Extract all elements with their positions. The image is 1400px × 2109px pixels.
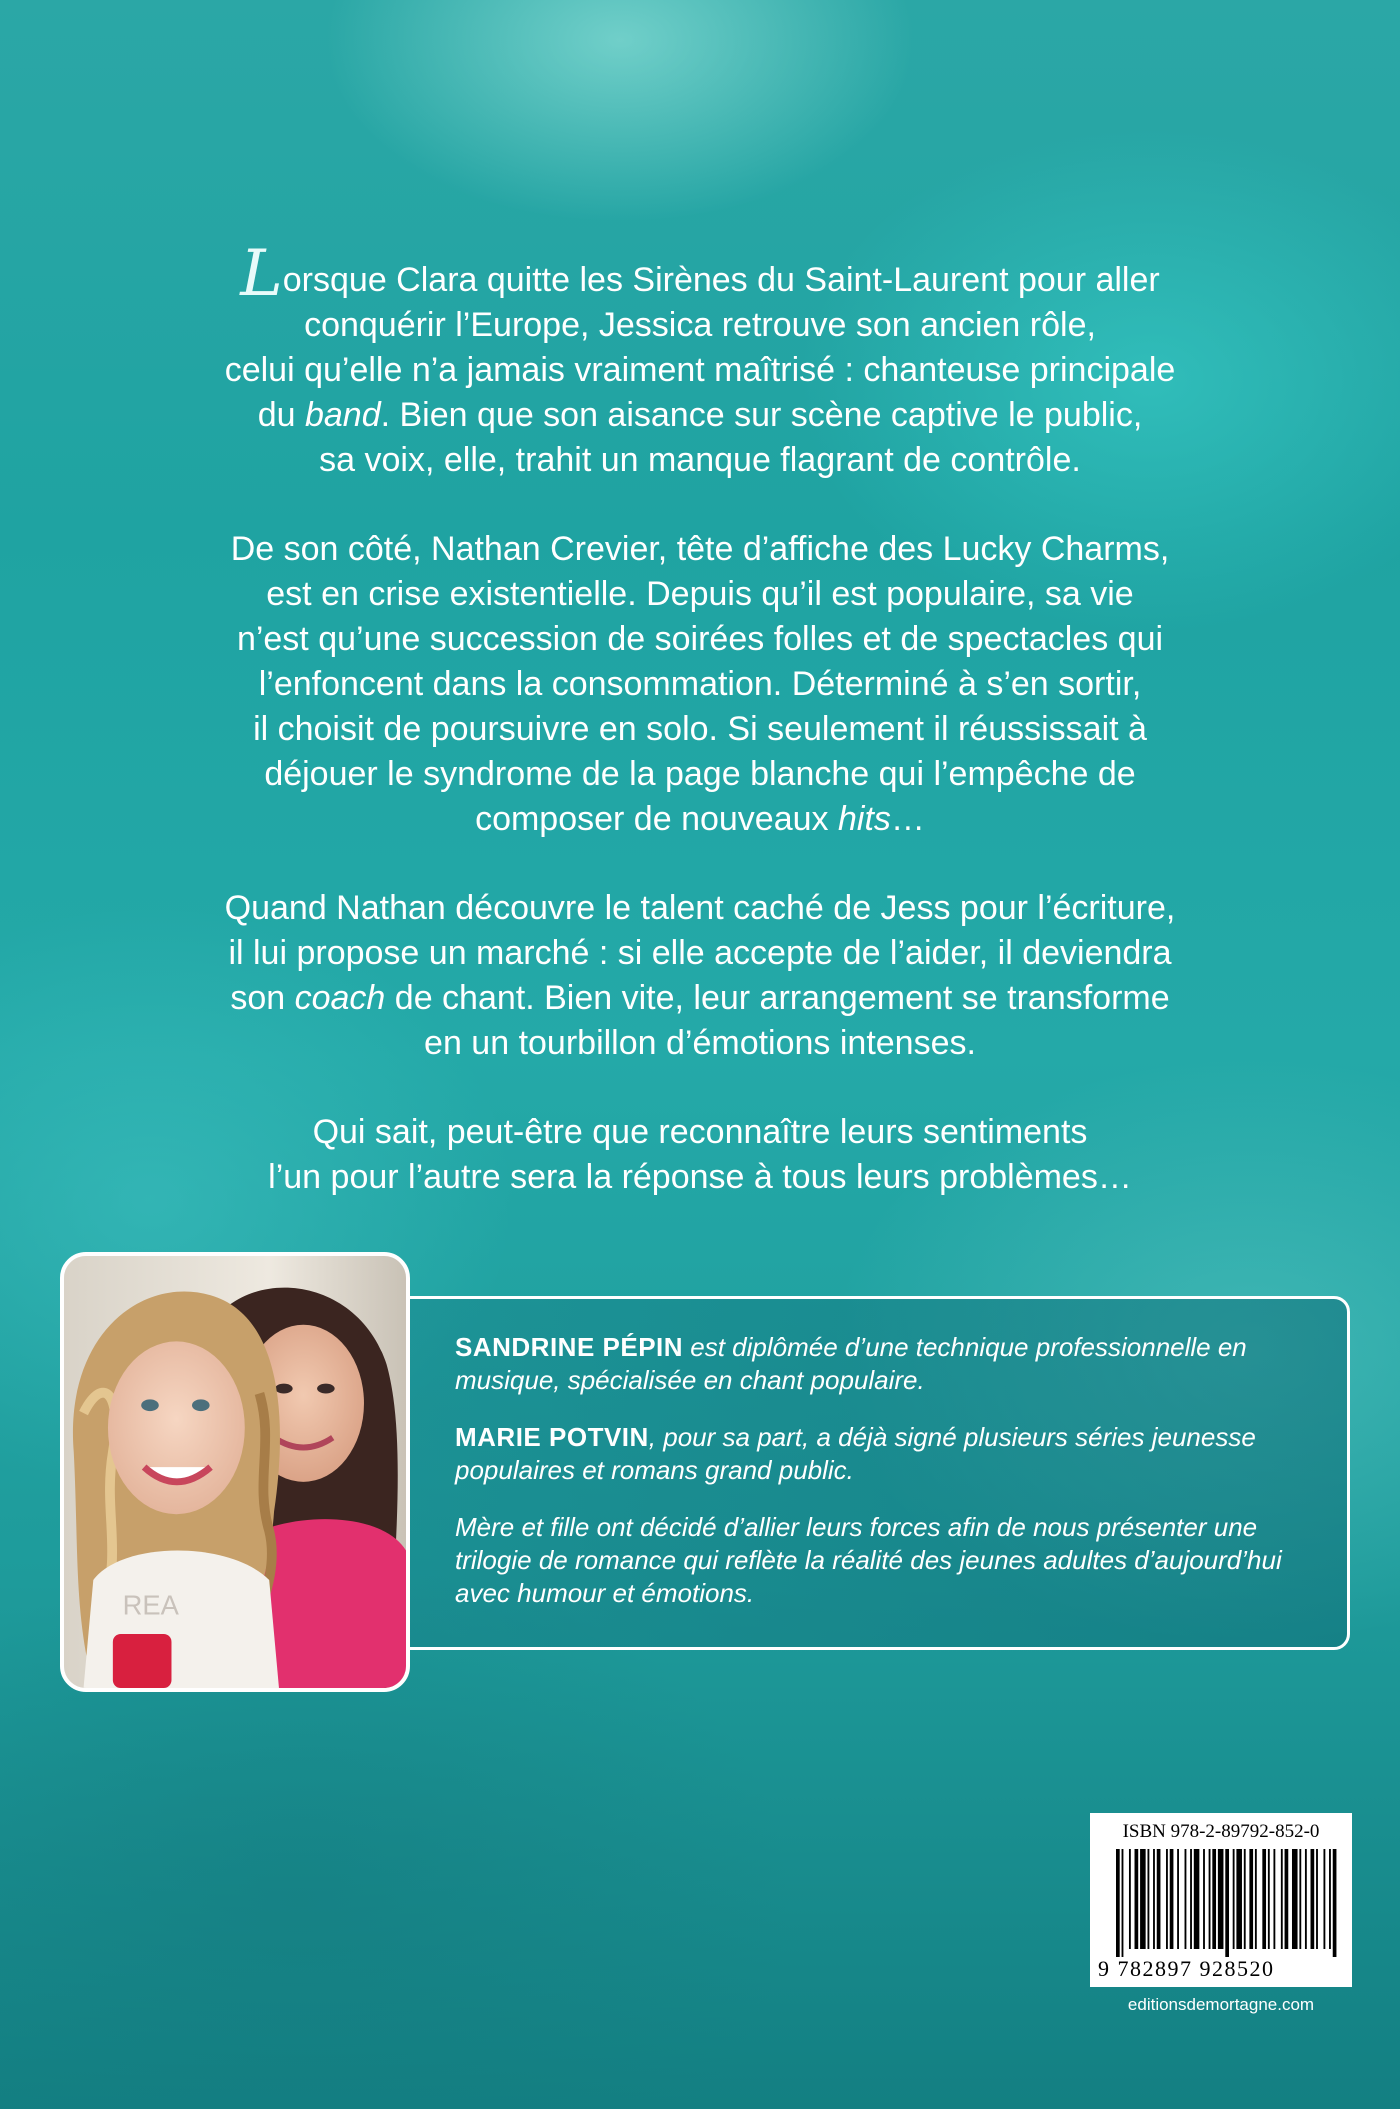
blurb-line: en un tourbillon d’émotions intenses. [424,1024,976,1062]
blurb-line: déjouer le syndrome de la page blanche qui l’empêche de [264,755,1136,793]
blurb-line [70,237,1330,311]
back-cover-blurb [70,237,1330,1244]
author-name-1: SANDRINE PÉPIN [455,1332,684,1362]
blurb-paragraph-4 [70,1110,1330,1200]
blurb-line: l’enfoncent dans la consommation. Déterminé à s’en sortir, [258,665,1142,703]
barcode-bar [1135,1849,1139,1949]
barcode-bar [1122,1849,1124,1957]
blurb-line: il lui propose un marché : si elle accepte de l’aider, il deviendra [228,934,1172,972]
blurb-emphasis: hits [837,800,891,838]
blurb-emphasis: band [304,396,381,434]
barcode-bars [1116,1849,1342,1957]
blurb-line: sa voix, elle, trahit un manque flagrant de contrôle. [319,441,1081,479]
barcode-bar [1273,1849,1275,1949]
author-bio-2-text: , pour sa part, a déjà signé plusieurs séries jeunesse populaires et romans grand public. [455,1422,1256,1485]
isbn-text: ISBN 978-2-89792-852-0 [1122,1821,1320,1842]
author-closing: Mère et fille ont décidé d’allier leurs forces afin de nous présenter une trilogie de romance qui reflète la réalité des jeunes adultes d’aujourd’hui avec humour et émotions. [455,1512,1282,1608]
barcode-bar [1209,1849,1211,1949]
authors-photo-image [64,1256,406,1688]
barcode-bar [1153,1849,1155,1949]
authors-photo [60,1252,410,1692]
author-bio-1-text: est diplômée d’une technique professionnelle en musique, spécialisée en chant populaire. [455,1332,1247,1395]
barcode-bar [1305,1849,1307,1949]
author-name-2: MARIE POTVIN [455,1422,649,1452]
publisher-website: editionsdemortagne.com [1127,1995,1315,2014]
barcode-bar [1285,1849,1289,1949]
barcode-bar [1177,1849,1179,1949]
barcode-bar [1212,1849,1216,1949]
barcode-bar [1236,1849,1242,1949]
blurb-line: il choisit de poursuivre en solo. Si seulement il réussissait à [253,710,1147,748]
author-bio-1 [455,1331,1315,1397]
blurb-line: celui qu’elle n’a jamais vraiment maîtrisé : chanteuse principale [224,351,1176,389]
barcode-bar [1203,1849,1205,1949]
author-bio-text [455,1331,1315,1634]
author-bio-box [368,1296,1350,1650]
barcode-bar [1311,1849,1315,1949]
author-bio-2 [455,1421,1315,1487]
barcode-bar [1116,1849,1120,1957]
shirt-print: REA [122,1589,179,1621]
blurb-line: Qui sait, peut-être que reconnaître leurs sentiments [312,1113,1088,1151]
blurb-paragraph-1 [70,237,1330,483]
blurb-line [70,797,1330,842]
barcode-bar [1329,1849,1331,1949]
barcode-bar [1316,1849,1318,1949]
barcode-bar [1323,1849,1325,1949]
barcode-bar [1262,1849,1266,1949]
blurb-line [70,393,1330,438]
barcode-bar [1333,1849,1337,1957]
blurb-paragraph-3 [70,886,1330,1066]
barcode-bar [1281,1849,1283,1949]
barcode-bar [1166,1849,1168,1949]
barcode-bar [1249,1849,1253,1949]
blurb-text: . Bien que son aisance sur scène captive le public, [380,396,1143,434]
barcode-bar [1147,1849,1149,1949]
blurb-line: est en crise existentielle. Depuis qu’il est populaire, sa vie [266,575,1134,613]
blurb-line: conquérir l’Europe, Jessica retrouve son ancien rôle, [304,306,1096,344]
barcode-bar [1157,1849,1161,1949]
blurb-line [70,976,1330,1021]
barcode-bar [1185,1849,1187,1949]
barcode-digits: 9 782897 928520 [1098,1956,1275,1981]
barcode-bar [1255,1849,1257,1949]
blurb-line: l’un pour l’autre sera la réponse à tous leurs problèmes… [268,1158,1132,1196]
blurb-line: De son côté, Nathan Crevier, tête d’affiche des Lucky Charms, [230,530,1170,568]
barcode-bar [1129,1849,1131,1949]
barcode-bar [1292,1849,1298,1949]
drop-cap: L [240,237,283,311]
blurb-text: composer de nouveaux [475,800,838,838]
barcode-bar [1190,1849,1192,1949]
barcode-bar [1140,1849,1146,1949]
barcode-bar [1268,1849,1270,1949]
blurb-emphasis: coach [294,979,386,1017]
blurb-text: … [890,800,925,838]
blurb-line: n’est qu’une succession de soirées folles et de spectacles qui [236,620,1164,658]
blurb-text: son [230,979,295,1017]
barcode-bar [1218,1849,1224,1949]
blurb-text: de chant. Bien vite, leur arrangement se transforme [385,979,1170,1017]
barcode-bar [1225,1849,1229,1957]
barcode-bar [1244,1849,1246,1949]
blurb-text: du [257,396,305,434]
blurb-line: Quand Nathan découvre le talent caché de Jess pour l’écriture, [224,889,1176,927]
blurb-text: orsque Clara quitte les Sirènes du Saint-Laurent pour aller [282,261,1160,299]
barcode-bar [1299,1849,1301,1949]
isbn-barcode [1090,1813,1352,1987]
barcode-bar [1194,1849,1200,1949]
barcode-bar [1233,1849,1235,1949]
blurb-paragraph-2 [70,527,1330,842]
barcode-bar [1170,1849,1174,1949]
